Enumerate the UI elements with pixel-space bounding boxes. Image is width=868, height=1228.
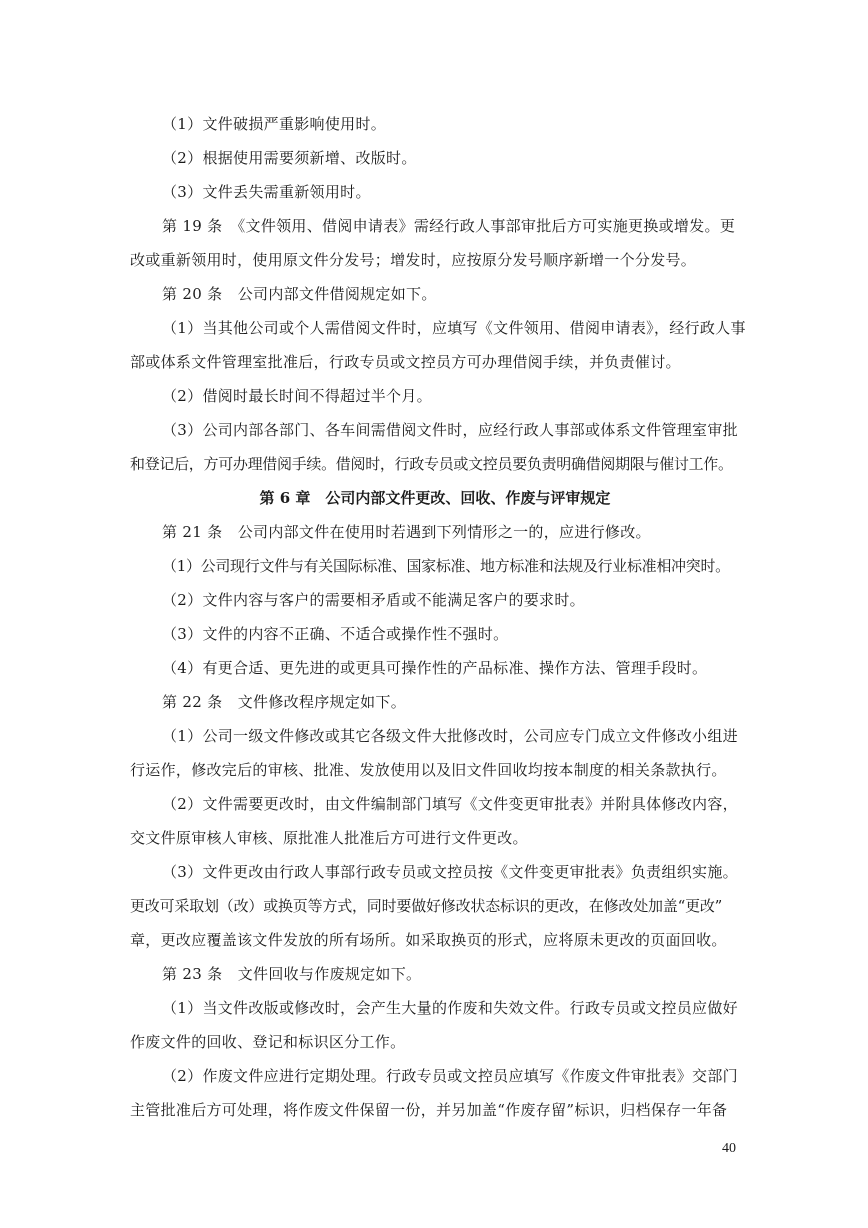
- paragraph-line: （2）作废文件应进行定期处理。行政专员或文控员应填写《作废文件审批表》交部门: [162, 1067, 738, 1085]
- paragraph-line: （1）公司现行文件与有关国际标准、国家标准、地方标准和法规及行业标准相冲突时。: [162, 557, 730, 575]
- paragraph-line: （1）文件破损严重影响使用时。: [162, 115, 387, 133]
- paragraph-line: 第 22 条 文件修改程序规定如下。: [162, 693, 407, 711]
- page-number: 40: [722, 1141, 736, 1156]
- paragraph-line: 主管批准后方可处理，将作废文件保留一份，并另加盖“作废存留”标识，归档保存一年备: [130, 1101, 728, 1119]
- paragraph-line: （2）借阅时最长时间不得超过半个月。: [162, 387, 432, 405]
- paragraph-line: 更改可采取划（改）或换页等方式，同时要做好修改状态标识的更改，在修改处加盖“更改”: [130, 897, 723, 915]
- paragraph-line: 第 19 条 《文件领用、借阅申请表》需经行政人事部审批后方可实施更换或增发。更: [162, 217, 736, 235]
- paragraph-line: （3）文件的内容不正确、不适合或操作性不强时。: [162, 625, 509, 643]
- paragraph-line: 改或重新领用时，使用原文件分发号；增发时，应按原分发号顺序新增一个分发号。: [130, 251, 697, 269]
- paragraph-line: （3）公司内部各部门、各车间需借阅文件时，应经行政人事部或体系文件管理室审批: [162, 421, 738, 439]
- paragraph-line: （1）公司一级文件修改或其它各级文件大批修改时，公司应专门成立文件修改小组进: [162, 727, 738, 745]
- paragraph-line: （2）文件需要更改时，由文件编制部门填写《文件变更审批表》并附具体修改内容，: [162, 795, 738, 813]
- paragraph-line: （1）当其他公司或个人需借阅文件时，应填写《文件领用、借阅申请表》，经行政人事: [162, 319, 746, 337]
- paragraph-line: （2）文件内容与客户的需要相矛盾或不能满足客户的要求时。: [162, 591, 585, 609]
- paragraph-line: 部或体系文件管理室批准后，行政专员或文控员方可办理借阅手续，并负责催讨。: [130, 353, 681, 371]
- paragraph-line: （3）文件丢失需重新领用时。: [162, 183, 371, 201]
- paragraph-line: （2）根据使用需要须新增、改版时。: [162, 149, 417, 167]
- chapter-heading: 第 6 章 公司内部文件更改、回收、作废与评审规定: [259, 489, 611, 507]
- paragraph-line: 第 23 条 文件回收与作废规定如下。: [162, 965, 422, 983]
- paragraph-line: 作废文件的回收、登记和标识区分工作。: [130, 1033, 406, 1051]
- paragraph-line: 和登记后，方可办理借阅手续。借阅时，行政专员或文控员要负责明确借阅期限与催讨工作。: [130, 455, 733, 473]
- paragraph-line: 第 20 条 公司内部文件借阅规定如下。: [162, 285, 437, 303]
- paragraph-line: 行运作，修改完后的审核、批准、发放使用以及旧文件回收均按本制度的相关条款执行。: [130, 761, 727, 779]
- paragraph-line: 章，更改应覆盖该文件发放的所有场所。如采取换页的形式，应将原未更改的页面回收。: [130, 931, 727, 949]
- paragraph-line: （4）有更合适、更先进的或更具可操作性的产品标准、操作方法、管理手段时。: [162, 659, 708, 677]
- paragraph-line: （1）当文件改版或修改时，会产生大量的作废和失效文件。行政专员或文控员应做好: [162, 999, 738, 1017]
- paragraph-line: （3）文件更改由行政人事部行政专员或文控员按《文件变更审批表》负责组织实施。: [162, 863, 738, 881]
- paragraph-line: 交文件原审核人审核、原批准人批准后方可进行文件更改。: [130, 829, 528, 847]
- paragraph-line: 第 21 条 公司内部文件在使用时若遇到下列情形之一的，应进行修改。: [162, 523, 651, 541]
